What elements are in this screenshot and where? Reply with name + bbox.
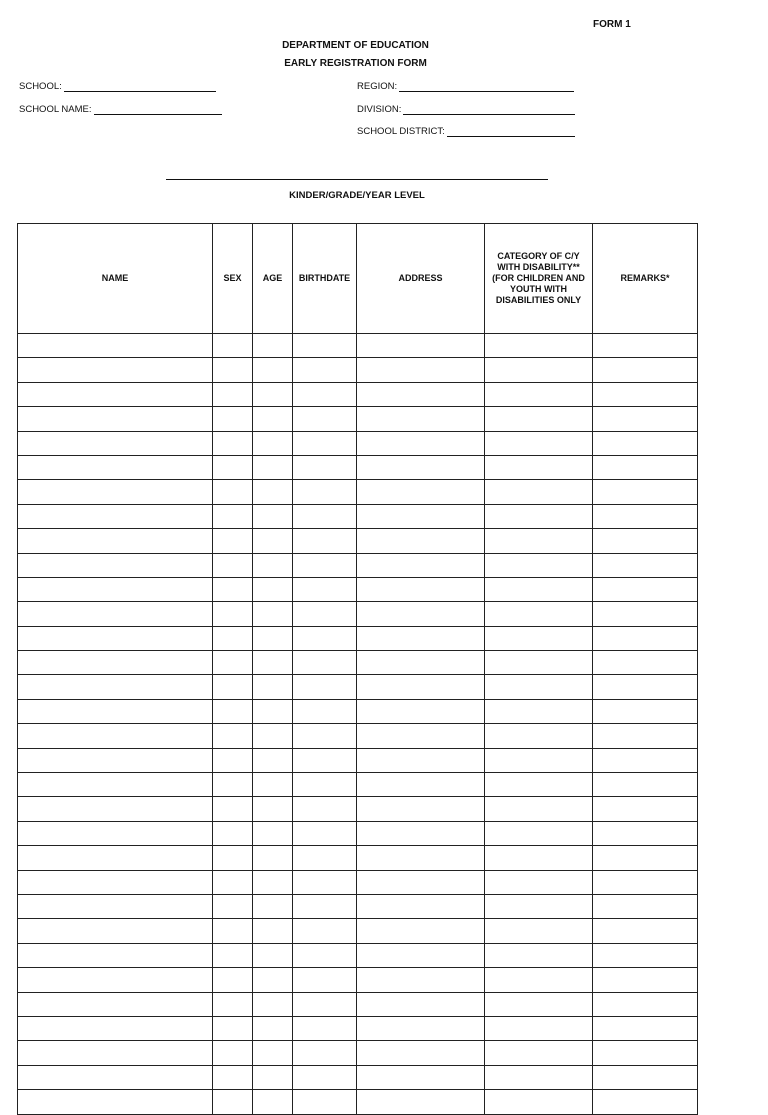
school-input-line[interactable] xyxy=(64,82,216,92)
cell-name[interactable] xyxy=(18,943,213,967)
cell-disability-category[interactable] xyxy=(485,943,593,967)
cell-name[interactable] xyxy=(18,382,213,406)
table-row xyxy=(18,919,698,943)
cell-age[interactable] xyxy=(253,602,293,626)
cell-disability-category[interactable] xyxy=(485,846,593,870)
cell-disability-category[interactable] xyxy=(485,1041,593,1065)
table-row xyxy=(18,602,698,626)
table-row xyxy=(18,480,698,504)
cell-sex[interactable] xyxy=(213,748,253,772)
cell-birthdate[interactable] xyxy=(293,407,357,431)
cell-birthdate[interactable] xyxy=(293,577,357,601)
cell-age[interactable] xyxy=(253,651,293,675)
cell-sex[interactable] xyxy=(213,504,253,528)
table-row xyxy=(18,943,698,967)
cell-remarks[interactable] xyxy=(593,1016,698,1040)
table-row xyxy=(18,894,698,918)
cell-disability-category[interactable] xyxy=(485,382,593,406)
cell-birthdate[interactable] xyxy=(293,651,357,675)
cell-name[interactable] xyxy=(18,675,213,699)
cell-name[interactable] xyxy=(18,797,213,821)
cell-name[interactable] xyxy=(18,602,213,626)
table-row xyxy=(18,773,698,797)
cell-sex[interactable] xyxy=(213,334,253,358)
cell-sex[interactable] xyxy=(213,797,253,821)
cell-disability-category[interactable] xyxy=(485,358,593,382)
cell-sex[interactable] xyxy=(213,870,253,894)
division-input-line[interactable] xyxy=(403,105,575,115)
table-row xyxy=(18,382,698,406)
cell-birthdate[interactable] xyxy=(293,675,357,699)
cell-address[interactable] xyxy=(357,382,485,406)
cell-name[interactable] xyxy=(18,553,213,577)
cell-name[interactable] xyxy=(18,846,213,870)
cell-name[interactable] xyxy=(18,968,213,992)
table-row xyxy=(18,699,698,723)
school-name-label: SCHOOL NAME: xyxy=(19,104,92,115)
table-row xyxy=(18,553,698,577)
cell-disability-category[interactable] xyxy=(485,1016,593,1040)
table-row xyxy=(18,577,698,601)
school-label: SCHOOL: xyxy=(19,81,62,92)
cell-remarks[interactable] xyxy=(593,675,698,699)
cell-birthdate[interactable] xyxy=(293,992,357,1016)
registration-table xyxy=(17,223,698,1115)
cell-name[interactable] xyxy=(18,577,213,601)
table-body xyxy=(18,334,698,1115)
cell-disability-category[interactable] xyxy=(485,431,593,455)
cell-name[interactable] xyxy=(18,431,213,455)
cell-sex[interactable] xyxy=(213,407,253,431)
table-row xyxy=(18,675,698,699)
cell-age[interactable] xyxy=(253,992,293,1016)
cell-name[interactable] xyxy=(18,724,213,748)
cell-remarks[interactable] xyxy=(593,602,698,626)
cell-age[interactable] xyxy=(253,529,293,553)
cell-birthdate[interactable] xyxy=(293,504,357,528)
cell-sex[interactable] xyxy=(213,992,253,1016)
table-row xyxy=(18,1065,698,1089)
cell-birthdate[interactable] xyxy=(293,748,357,772)
cell-birthdate[interactable] xyxy=(293,846,357,870)
cell-name[interactable] xyxy=(18,651,213,675)
table-row xyxy=(18,504,698,528)
cell-name[interactable] xyxy=(18,1065,213,1089)
cell-age[interactable] xyxy=(253,431,293,455)
cell-name[interactable] xyxy=(18,455,213,479)
cell-age[interactable] xyxy=(253,894,293,918)
table-row xyxy=(18,358,698,382)
cell-disability-category[interactable] xyxy=(485,992,593,1016)
cell-birthdate[interactable] xyxy=(293,334,357,358)
cell-remarks[interactable] xyxy=(593,504,698,528)
grade-level-input-line[interactable] xyxy=(166,179,548,180)
cell-remarks[interactable] xyxy=(593,358,698,382)
cell-sex[interactable] xyxy=(213,480,253,504)
cell-birthdate[interactable] xyxy=(293,1090,357,1114)
cell-disability-category[interactable] xyxy=(485,773,593,797)
cell-disability-category[interactable] xyxy=(485,553,593,577)
cell-birthdate[interactable] xyxy=(293,968,357,992)
cell-address[interactable] xyxy=(357,675,485,699)
cell-disability-category[interactable] xyxy=(485,334,593,358)
cell-age[interactable] xyxy=(253,334,293,358)
column-header-name: NAME xyxy=(18,224,213,334)
cell-name[interactable] xyxy=(18,699,213,723)
cell-birthdate[interactable] xyxy=(293,943,357,967)
cell-address[interactable] xyxy=(357,943,485,967)
cell-name[interactable] xyxy=(18,529,213,553)
cell-age[interactable] xyxy=(253,1041,293,1065)
cell-remarks[interactable] xyxy=(593,455,698,479)
cell-address[interactable] xyxy=(357,602,485,626)
cell-remarks[interactable] xyxy=(593,651,698,675)
school-district-field xyxy=(357,126,575,137)
cell-birthdate[interactable] xyxy=(293,919,357,943)
cell-address[interactable] xyxy=(357,358,485,382)
cell-sex[interactable] xyxy=(213,1016,253,1040)
table-row xyxy=(18,1090,698,1114)
cell-birthdate[interactable] xyxy=(293,870,357,894)
grade-level-label: KINDER/GRADE/YEAR LEVEL xyxy=(289,190,425,201)
cell-address[interactable] xyxy=(357,529,485,553)
cell-age[interactable] xyxy=(253,626,293,650)
cell-remarks[interactable] xyxy=(593,724,698,748)
cell-age[interactable] xyxy=(253,504,293,528)
table-row xyxy=(18,748,698,772)
cell-address[interactable] xyxy=(357,992,485,1016)
cell-sex[interactable] xyxy=(213,1041,253,1065)
cell-age[interactable] xyxy=(253,455,293,479)
cell-age[interactable] xyxy=(253,773,293,797)
cell-address[interactable] xyxy=(357,748,485,772)
cell-name[interactable] xyxy=(18,480,213,504)
cell-sex[interactable] xyxy=(213,1065,253,1089)
table-row xyxy=(18,431,698,455)
cell-remarks[interactable] xyxy=(593,407,698,431)
cell-age[interactable] xyxy=(253,699,293,723)
cell-birthdate[interactable] xyxy=(293,1016,357,1040)
cell-address[interactable] xyxy=(357,894,485,918)
cell-age[interactable] xyxy=(253,943,293,967)
cell-disability-category[interactable] xyxy=(485,675,593,699)
cell-remarks[interactable] xyxy=(593,894,698,918)
cell-sex[interactable] xyxy=(213,431,253,455)
cell-address[interactable] xyxy=(357,1016,485,1040)
school-district-label: SCHOOL DISTRICT: xyxy=(357,126,445,137)
table-row xyxy=(18,651,698,675)
cell-address[interactable] xyxy=(357,919,485,943)
table-row xyxy=(18,821,698,845)
cell-birthdate[interactable] xyxy=(293,724,357,748)
table-row xyxy=(18,407,698,431)
cell-name[interactable] xyxy=(18,334,213,358)
cell-sex[interactable] xyxy=(213,553,253,577)
cell-address[interactable] xyxy=(357,504,485,528)
cell-disability-category[interactable] xyxy=(485,748,593,772)
column-header-sex: SEX xyxy=(213,224,253,334)
table-row xyxy=(18,1016,698,1040)
cell-sex[interactable] xyxy=(213,724,253,748)
column-header-age: AGE xyxy=(253,224,293,334)
cell-name[interactable] xyxy=(18,1041,213,1065)
region-field xyxy=(357,81,574,92)
cell-name[interactable] xyxy=(18,1016,213,1040)
cell-address[interactable] xyxy=(357,407,485,431)
cell-disability-category[interactable] xyxy=(485,894,593,918)
cell-age[interactable] xyxy=(253,1016,293,1040)
cell-address[interactable] xyxy=(357,870,485,894)
cell-name[interactable] xyxy=(18,919,213,943)
cell-age[interactable] xyxy=(253,675,293,699)
cell-remarks[interactable] xyxy=(593,1041,698,1065)
cell-sex[interactable] xyxy=(213,943,253,967)
cell-remarks[interactable] xyxy=(593,773,698,797)
form-title: EARLY REGISTRATION FORM xyxy=(284,58,427,69)
cell-disability-category[interactable] xyxy=(485,1090,593,1114)
cell-remarks[interactable] xyxy=(593,821,698,845)
table-row xyxy=(18,1041,698,1065)
cell-disability-category[interactable] xyxy=(485,602,593,626)
cell-sex[interactable] xyxy=(213,382,253,406)
cell-name[interactable] xyxy=(18,870,213,894)
cell-remarks[interactable] xyxy=(593,626,698,650)
cell-remarks[interactable] xyxy=(593,382,698,406)
cell-sex[interactable] xyxy=(213,577,253,601)
cell-name[interactable] xyxy=(18,407,213,431)
cell-remarks[interactable] xyxy=(593,968,698,992)
table-header-row xyxy=(18,224,698,334)
table-row xyxy=(18,797,698,821)
cell-remarks[interactable] xyxy=(593,529,698,553)
cell-remarks[interactable] xyxy=(593,919,698,943)
table-row xyxy=(18,455,698,479)
form-number: FORM 1 xyxy=(593,19,631,30)
region-input-line[interactable] xyxy=(399,82,574,92)
cell-disability-category[interactable] xyxy=(485,504,593,528)
cell-age[interactable] xyxy=(253,724,293,748)
cell-address[interactable] xyxy=(357,968,485,992)
cell-remarks[interactable] xyxy=(593,846,698,870)
school-name-input-line[interactable] xyxy=(94,105,222,115)
cell-age[interactable] xyxy=(253,407,293,431)
cell-remarks[interactable] xyxy=(593,553,698,577)
cell-sex[interactable] xyxy=(213,699,253,723)
cell-address[interactable] xyxy=(357,797,485,821)
cell-sex[interactable] xyxy=(213,626,253,650)
cell-sex[interactable] xyxy=(213,773,253,797)
cell-remarks[interactable] xyxy=(593,1090,698,1114)
cell-age[interactable] xyxy=(253,870,293,894)
region-label: REGION: xyxy=(357,81,398,92)
cell-sex[interactable] xyxy=(213,455,253,479)
cell-age[interactable] xyxy=(253,968,293,992)
cell-address[interactable] xyxy=(357,699,485,723)
cell-birthdate[interactable] xyxy=(293,626,357,650)
cell-age[interactable] xyxy=(253,748,293,772)
department-heading: DEPARTMENT OF EDUCATION xyxy=(282,40,429,51)
cell-disability-category[interactable] xyxy=(485,577,593,601)
cell-disability-category[interactable] xyxy=(485,1065,593,1089)
cell-address[interactable] xyxy=(357,553,485,577)
cell-birthdate[interactable] xyxy=(293,602,357,626)
cell-sex[interactable] xyxy=(213,675,253,699)
cell-birthdate[interactable] xyxy=(293,797,357,821)
column-header-disability-category: CATEGORY OF C/Y WITH DISABILITY** (FOR CHILDREN AND YOUTH WITH DISABILITIES ONLY xyxy=(485,224,593,334)
cell-sex[interactable] xyxy=(213,651,253,675)
column-header-address: ADDRESS xyxy=(357,224,485,334)
table-row xyxy=(18,724,698,748)
cell-disability-category[interactable] xyxy=(485,968,593,992)
table-row xyxy=(18,870,698,894)
cell-sex[interactable] xyxy=(213,894,253,918)
cell-birthdate[interactable] xyxy=(293,455,357,479)
cell-birthdate[interactable] xyxy=(293,553,357,577)
cell-birthdate[interactable] xyxy=(293,431,357,455)
cell-disability-category[interactable] xyxy=(485,724,593,748)
cell-sex[interactable] xyxy=(213,919,253,943)
cell-sex[interactable] xyxy=(213,1090,253,1114)
cell-address[interactable] xyxy=(357,724,485,748)
school-name-field xyxy=(19,104,222,115)
cell-name[interactable] xyxy=(18,358,213,382)
table-row xyxy=(18,846,698,870)
cell-name[interactable] xyxy=(18,504,213,528)
cell-address[interactable] xyxy=(357,431,485,455)
cell-sex[interactable] xyxy=(213,968,253,992)
column-header-remarks: REMARKS* xyxy=(593,224,698,334)
cell-age[interactable] xyxy=(253,577,293,601)
cell-age[interactable] xyxy=(253,382,293,406)
cell-sex[interactable] xyxy=(213,821,253,845)
cell-age[interactable] xyxy=(253,1065,293,1089)
cell-birthdate[interactable] xyxy=(293,480,357,504)
table-row xyxy=(18,529,698,553)
cell-address[interactable] xyxy=(357,455,485,479)
cell-age[interactable] xyxy=(253,358,293,382)
table-row xyxy=(18,626,698,650)
cell-address[interactable] xyxy=(357,1041,485,1065)
cell-age[interactable] xyxy=(253,480,293,504)
cell-remarks[interactable] xyxy=(593,699,698,723)
division-label: DIVISION: xyxy=(357,104,402,115)
cell-remarks[interactable] xyxy=(593,797,698,821)
table-row xyxy=(18,968,698,992)
cell-sex[interactable] xyxy=(213,846,253,870)
cell-birthdate[interactable] xyxy=(293,1041,357,1065)
cell-birthdate[interactable] xyxy=(293,382,357,406)
cell-birthdate[interactable] xyxy=(293,529,357,553)
cell-address[interactable] xyxy=(357,821,485,845)
cell-age[interactable] xyxy=(253,919,293,943)
cell-name[interactable] xyxy=(18,748,213,772)
cell-disability-category[interactable] xyxy=(485,870,593,894)
cell-disability-category[interactable] xyxy=(485,626,593,650)
cell-birthdate[interactable] xyxy=(293,894,357,918)
cell-disability-category[interactable] xyxy=(485,407,593,431)
cell-birthdate[interactable] xyxy=(293,358,357,382)
cell-birthdate[interactable] xyxy=(293,773,357,797)
cell-remarks[interactable] xyxy=(593,943,698,967)
cell-remarks[interactable] xyxy=(593,1065,698,1089)
cell-remarks[interactable] xyxy=(593,480,698,504)
cell-sex[interactable] xyxy=(213,529,253,553)
cell-remarks[interactable] xyxy=(593,992,698,1016)
cell-address[interactable] xyxy=(357,1065,485,1089)
cell-remarks[interactable] xyxy=(593,577,698,601)
cell-disability-category[interactable] xyxy=(485,699,593,723)
cell-birthdate[interactable] xyxy=(293,1065,357,1089)
cell-name[interactable] xyxy=(18,626,213,650)
cell-sex[interactable] xyxy=(213,602,253,626)
cell-name[interactable] xyxy=(18,992,213,1016)
cell-remarks[interactable] xyxy=(593,748,698,772)
cell-address[interactable] xyxy=(357,773,485,797)
cell-age[interactable] xyxy=(253,797,293,821)
cell-sex[interactable] xyxy=(213,358,253,382)
column-header-birthdate: BIRTHDATE xyxy=(293,224,357,334)
cell-disability-category[interactable] xyxy=(485,480,593,504)
table-row xyxy=(18,992,698,1016)
table-row xyxy=(18,334,698,358)
cell-name[interactable] xyxy=(18,821,213,845)
cell-name[interactable] xyxy=(18,1090,213,1114)
cell-disability-category[interactable] xyxy=(485,919,593,943)
cell-address[interactable] xyxy=(357,1090,485,1114)
cell-name[interactable] xyxy=(18,894,213,918)
division-field xyxy=(357,104,575,115)
cell-name[interactable] xyxy=(18,773,213,797)
cell-disability-category[interactable] xyxy=(485,529,593,553)
cell-disability-category[interactable] xyxy=(485,455,593,479)
school-field xyxy=(19,81,216,92)
cell-age[interactable] xyxy=(253,553,293,577)
cell-birthdate[interactable] xyxy=(293,821,357,845)
cell-remarks[interactable] xyxy=(593,334,698,358)
cell-remarks[interactable] xyxy=(593,431,698,455)
cell-age[interactable] xyxy=(253,846,293,870)
school-district-input-line[interactable] xyxy=(447,127,575,137)
cell-address[interactable] xyxy=(357,577,485,601)
cell-address[interactable] xyxy=(357,846,485,870)
cell-address[interactable] xyxy=(357,480,485,504)
cell-address[interactable] xyxy=(357,651,485,675)
cell-disability-category[interactable] xyxy=(485,651,593,675)
cell-age[interactable] xyxy=(253,821,293,845)
cell-disability-category[interactable] xyxy=(485,821,593,845)
cell-age[interactable] xyxy=(253,1090,293,1114)
cell-remarks[interactable] xyxy=(593,870,698,894)
cell-address[interactable] xyxy=(357,334,485,358)
cell-disability-category[interactable] xyxy=(485,797,593,821)
cell-birthdate[interactable] xyxy=(293,699,357,723)
cell-address[interactable] xyxy=(357,626,485,650)
